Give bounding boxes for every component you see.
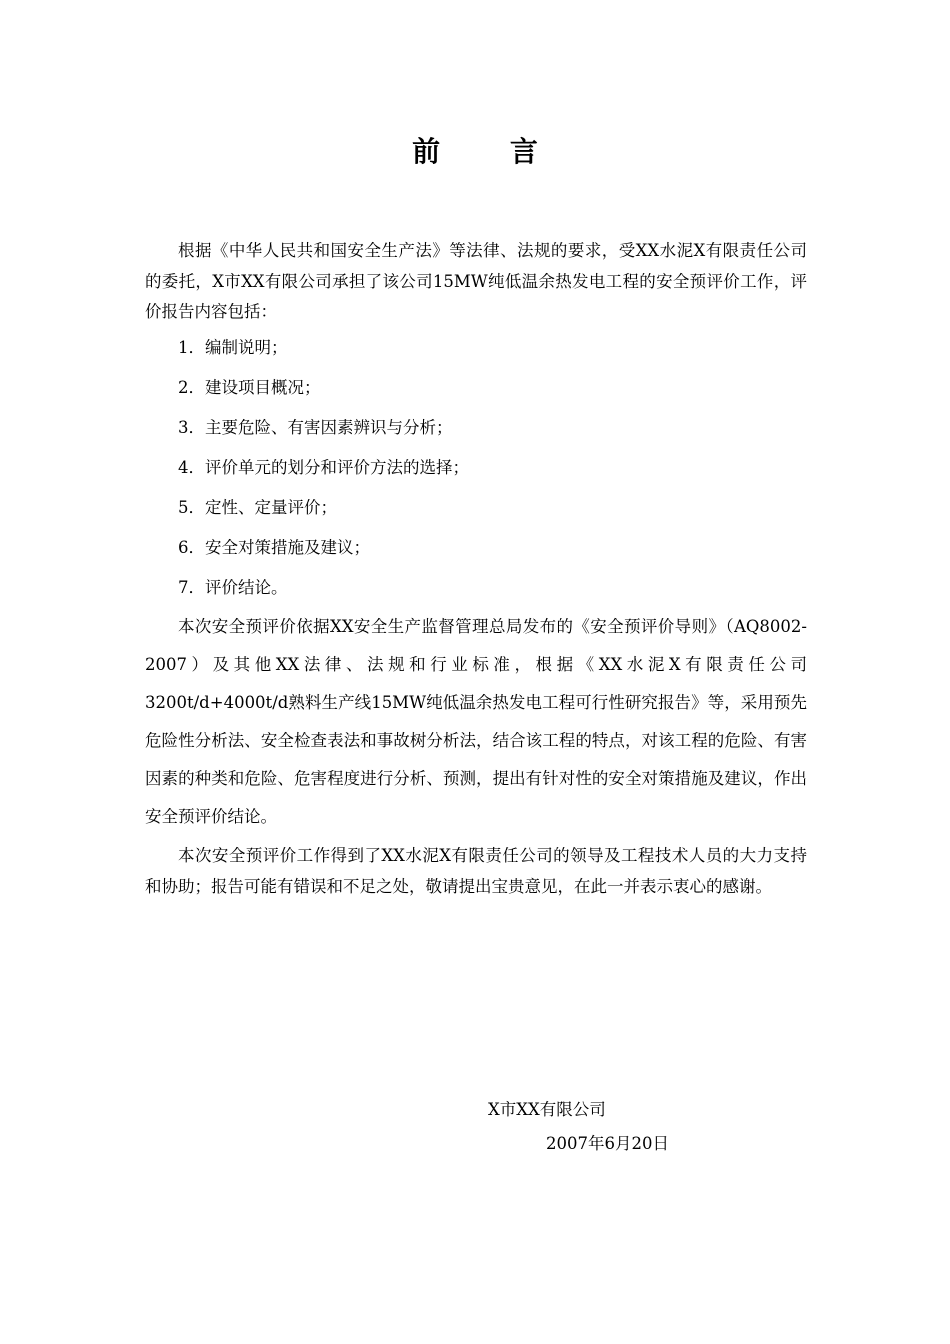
list-item: 7．评价结论。 <box>178 577 288 597</box>
signature-date: 2007年6月20日 <box>546 1134 669 1153</box>
page-title: 前 言 <box>412 135 568 168</box>
list-item: 6．安全对策措施及建议； <box>178 537 370 557</box>
thanks-paragraph: 本次安全预评价工作得到了XX水泥X有限责任公司的领导及工程技术人员的大力支持和协助；报告可能有错误和不足之处，敬请提出宝贵意见，在此一并表示衷心的感谢。 <box>145 845 807 896</box>
basis-paragraph: 本次安全预评价依据XX安全生产监督管理总局发布的《安全预评价导则》（AQ8002-2007）及其他XX法律、法规和行业标准，根据《XX水泥X有限责任公司3200t/d+4000t/d熟料生产线15MW纯低温余热发电工程可行性研究报告》等，采用预先危险性分析法、安全检查表法和事故树分析法，结合该工程的特点，对该工程的危险、有害因素的种类和危险、危害程度进行分析、预测，提出有针对性的安全对策措施及建议，作出安全预评价结论。 <box>145 616 807 826</box>
document-body <box>145 236 807 902</box>
list-item: 4．评价单元的划分和评价方法的选择； <box>178 457 469 477</box>
list-item: 5．定性、定量评价； <box>178 497 337 517</box>
list-item: 1．编制说明； <box>178 337 288 357</box>
intro-paragraph: 根据《中华人民共和国安全生产法》等法律、法规的要求，受XX水泥X有限责任公司的委托，X市XX有限公司承担了该公司15MW纯低温余热发电工程的安全预评价工作，评价报告内容包括： <box>145 241 807 321</box>
list-item: 2．建设项目概况； <box>178 377 321 397</box>
signature-organization: X市XX有限公司 <box>488 1100 606 1119</box>
contents-list <box>145 328 807 608</box>
list-item: 3．主要危险、有害因素辨识与分析； <box>178 417 453 437</box>
